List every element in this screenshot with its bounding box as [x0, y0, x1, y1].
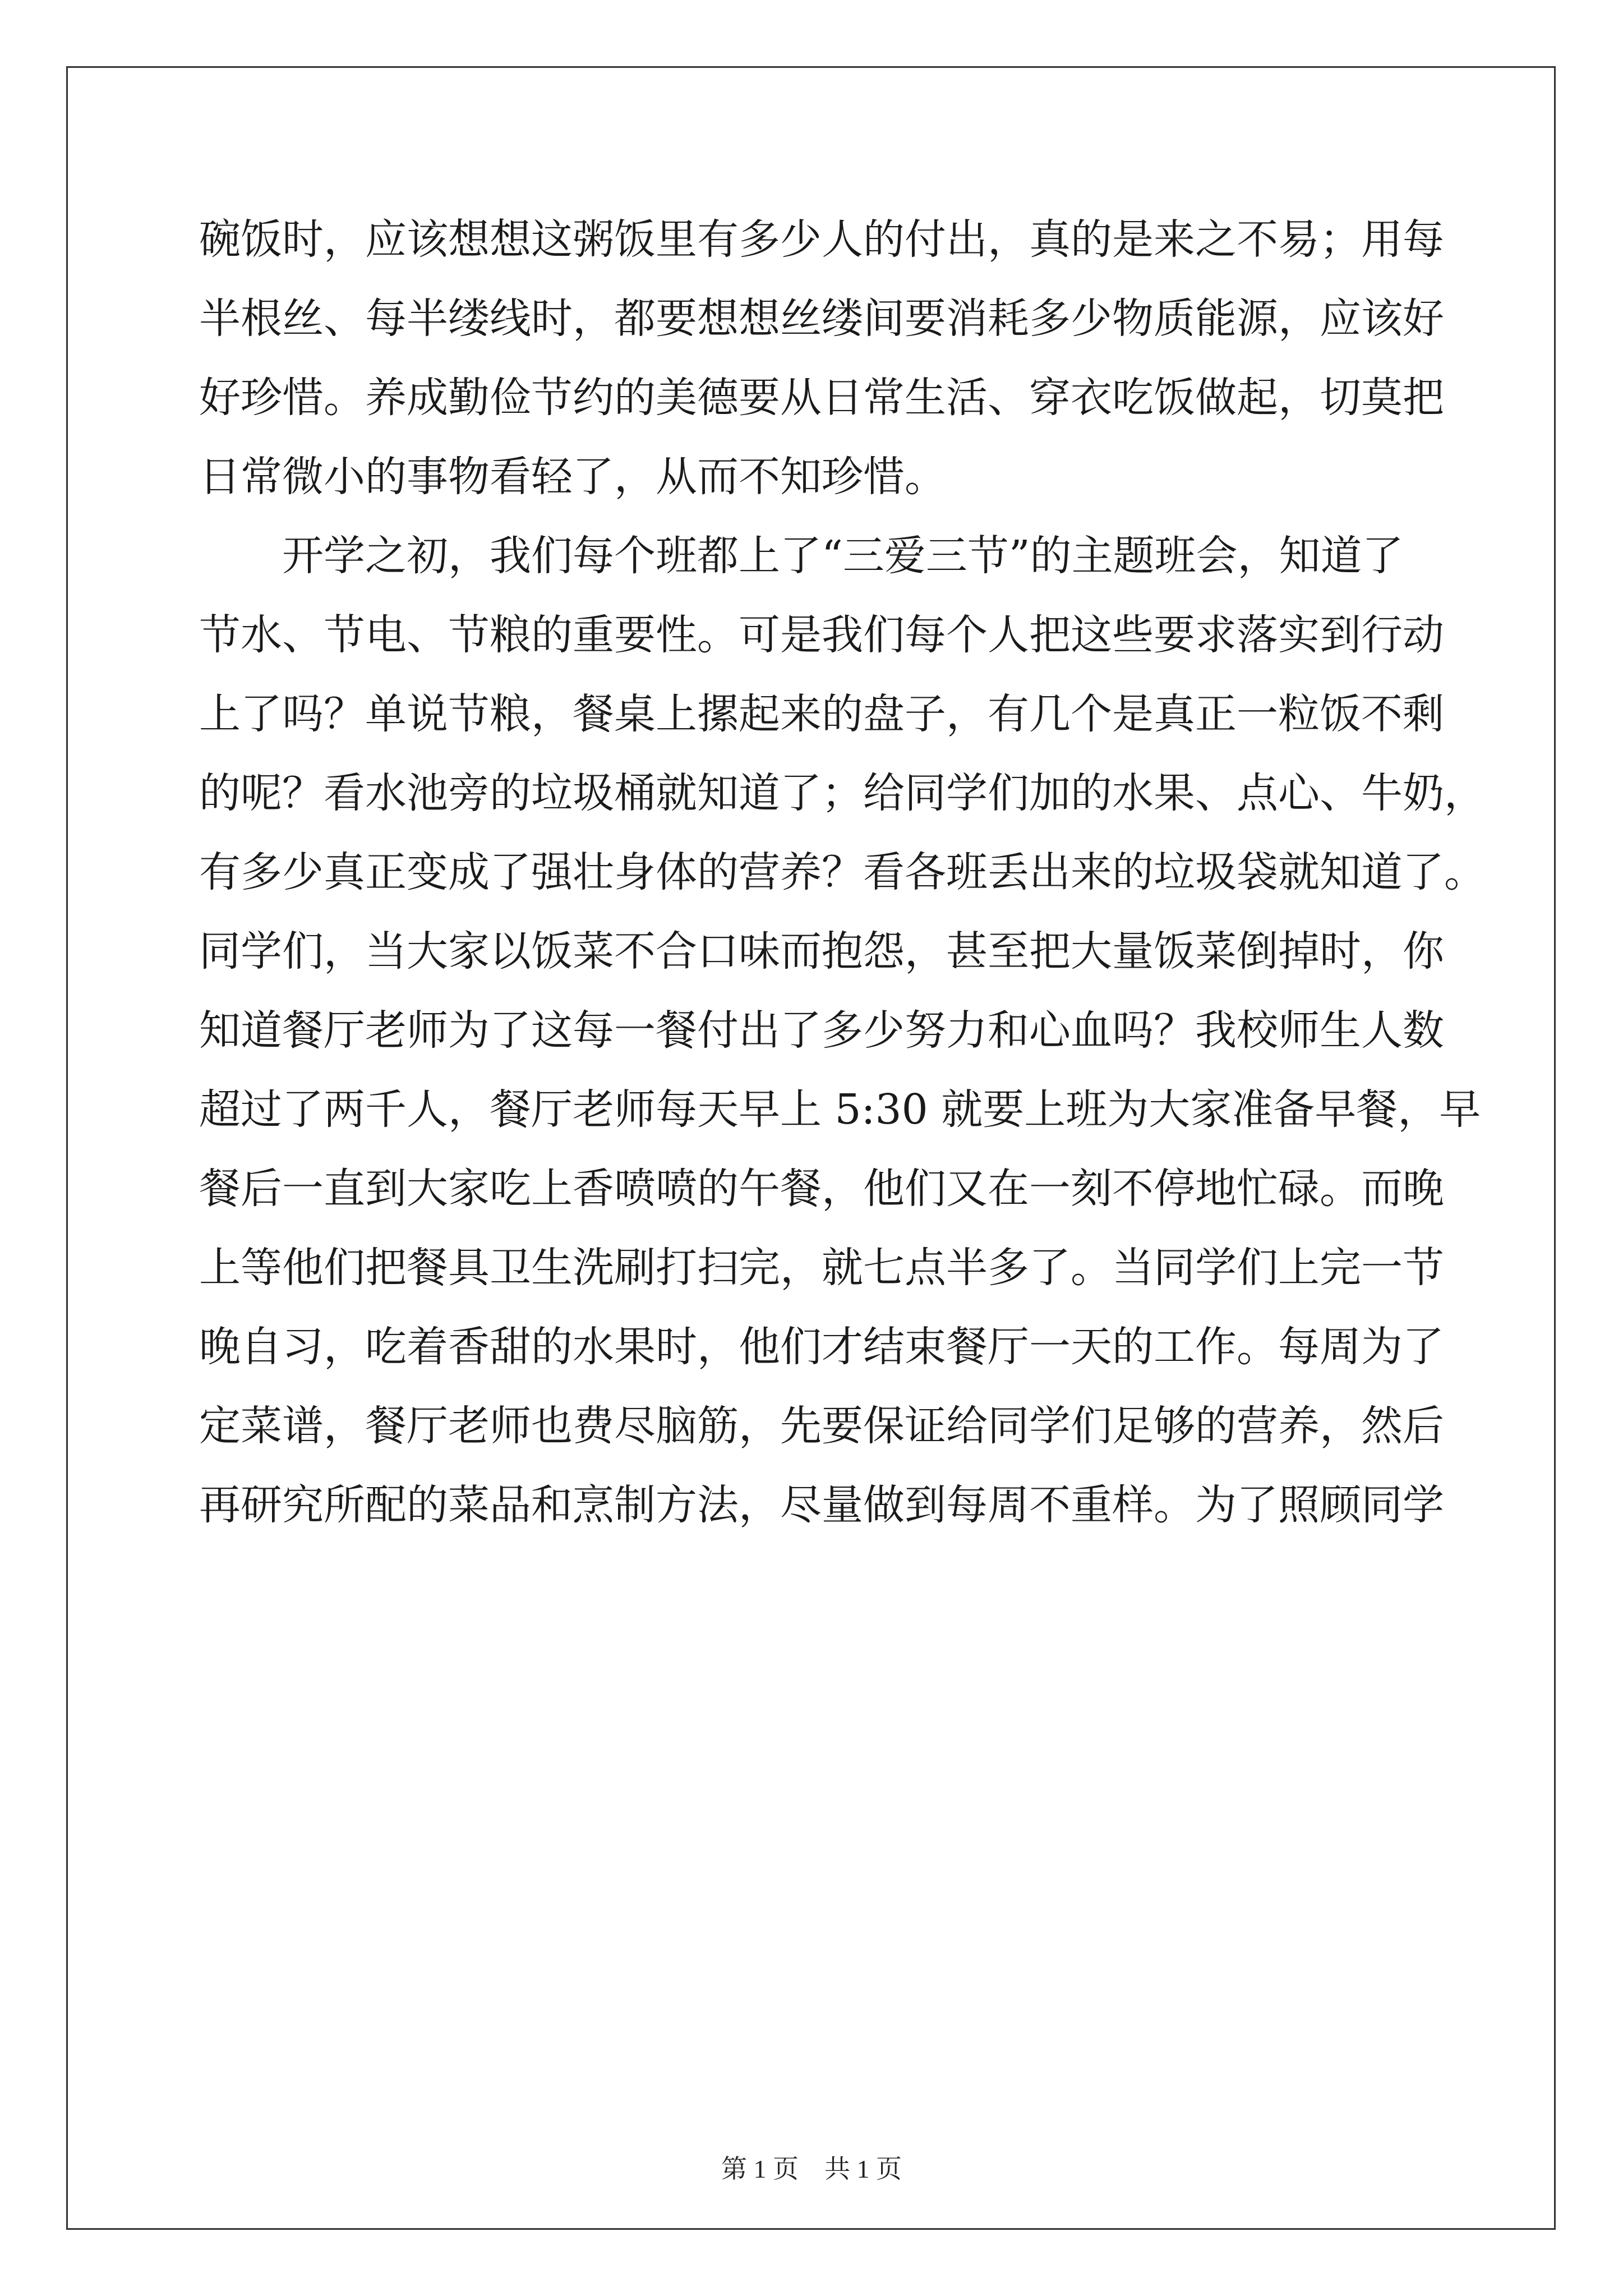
text-line: 上等他们把餐具卫生洗刷打扫完，就七点半多了。当同学们上完一节 [199, 1244, 1444, 1292]
text-line: 节水、节电、节粮的重要性。可是我们每个人把这些要求落实到行动 [199, 611, 1444, 659]
text-line: 晚自习，吃着香甜的水果时，他们才结束餐厅一天的工作。每周为了 [199, 1323, 1444, 1371]
text-line: 再研究所配的菜品和烹制方法，尽量做到每周不重样。为了照顾同学 [199, 1481, 1444, 1529]
text-line: 上了吗？单说节粮，餐桌上摞起来的盘子，有几个是真正一粒饭不剩 [199, 690, 1444, 738]
text-line: 有多少真正变成了强壮身体的营养？看各班丢出来的垃圾袋就知道了。 [199, 848, 1486, 896]
text-line: 碗饭时，应该想想这粥饭里有多少人的付出，真的是来之不易；用每 [199, 215, 1444, 264]
text-line: 日常微小的事物看轻了，从而不知珍惜。 [199, 453, 946, 501]
page-number-footer: 第 1 页 共 1 页 [721, 2155, 902, 2183]
text-line: 半根丝、每半缕线时，都要想想丝缕间要消耗多少物质能源，应该好 [199, 295, 1444, 343]
text-line: 知道餐厅老师为了这每一餐付出了多少努力和心血吗？我校师生人数 [199, 1006, 1444, 1055]
text-line: 开学之初，我们每个班都上了“三爱三节”的主题班会，知道了 [199, 532, 1404, 580]
text-line: 餐后一直到大家吃上香喷喷的午餐，他们又在一刻不停地忙碌。而晚 [199, 1165, 1444, 1213]
text-line: 同学们，当大家以饭菜不合口味而抱怨，甚至把大量饭菜倒掉时，你 [199, 927, 1444, 976]
text-line: 超过了两千人，餐厅老师每天早上 5:30 就要上班为大家准备早餐，早 [199, 1085, 1481, 1134]
text-line: 定菜谱，餐厅老师也费尽脑筋，先要保证给同学们足够的营养，然后 [199, 1402, 1444, 1450]
text-line: 好珍惜。养成勤俭节约的美德要从日常生活、穿衣吃饭做起，切莫把 [199, 374, 1444, 422]
text-line: 的呢？看水池旁的垃圾桶就知道了；给同学们加的水果、点心、牛奶， [199, 769, 1486, 817]
